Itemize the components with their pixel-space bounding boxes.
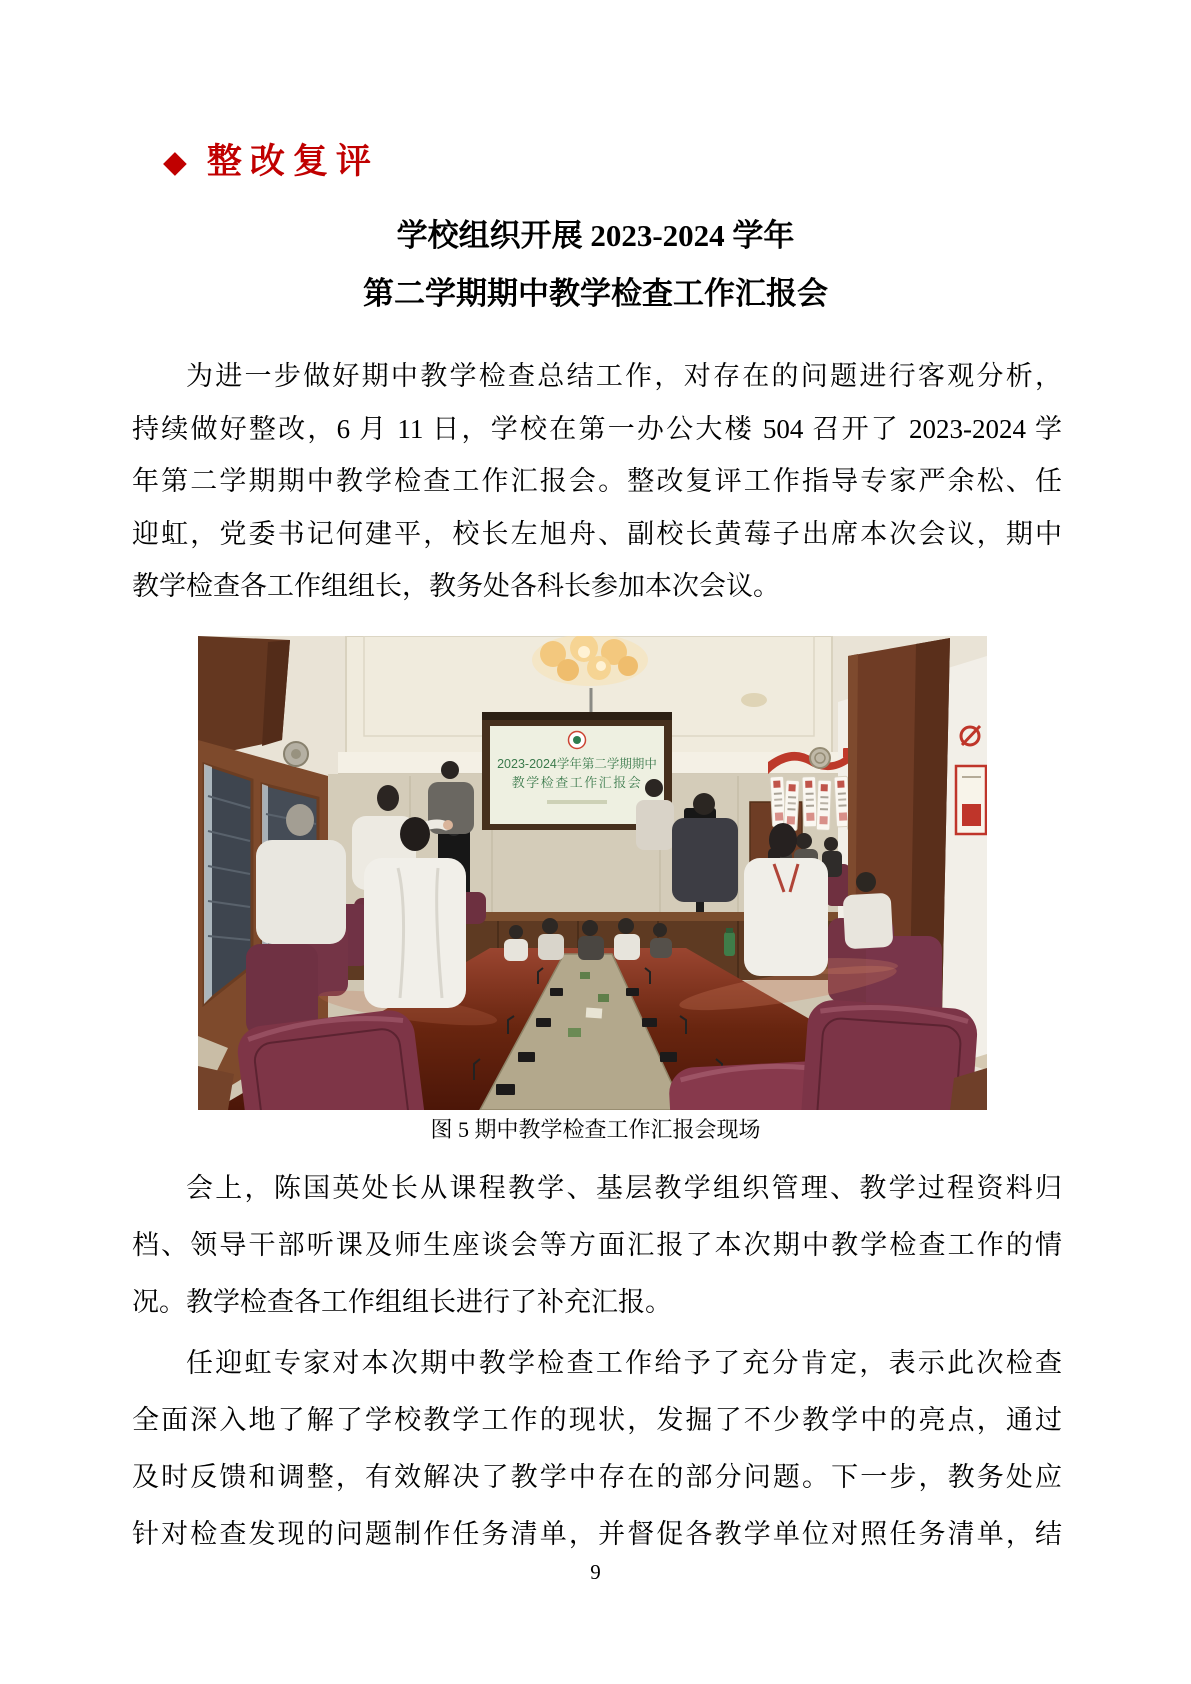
screen-title-line-1: 2023-2024学年第二学期期中 (497, 757, 657, 771)
paragraph-line: 迎虹，党委书记何建平，校长左旭舟、副校长黄莓子出席本次会议，期中 (132, 518, 1062, 549)
paragraph-line: 教学检查各工作组组长，教务处各科长参加本次会议。 (132, 571, 780, 601)
article-title-line-2: 第二学期期中教学检查工作汇报会 (363, 276, 828, 311)
paragraph-2 (132, 1160, 1062, 1331)
paragraph-line: 会上，陈国英处长从课程教学、基层教学组织管理、教学过程资料归 (186, 1173, 1062, 1203)
section-heading-text: 整改复评 (206, 142, 379, 181)
paragraph-3 (132, 1335, 1062, 1563)
paragraph-line: 年第二学期期中教学检查工作汇报会。整改复评工作指导专家严余松、任 (132, 466, 1062, 496)
paragraph-line: 及时反馈和调整，有效解决了教学中存在的部分问题。下一步，教务处应 (132, 1462, 1062, 1492)
meeting-room-photo (198, 636, 987, 1110)
paragraph-line: 任迎虹专家对本次期中教学检查工作给予了充分肯定，表示此次检查 (186, 1348, 1062, 1378)
paragraph-1 (132, 350, 1062, 613)
page-number: 9 (590, 1560, 601, 1584)
paragraph-line: 为进一步做好期中教学检查总结工作，对存在的问题进行客观分析， (186, 361, 1062, 391)
figure-caption: 图 5 期中教学检查工作汇报会现场 (430, 1117, 761, 1142)
section-heading (163, 138, 379, 186)
paragraph-line: 档、领导干部听课及师生座谈会等方面汇报了本次期中教学检查工作的情 (132, 1230, 1062, 1260)
diamond-bullet-icon: ◆ (163, 144, 187, 179)
screen-title-line-2: 教学检查工作汇报会 (511, 775, 643, 790)
paragraph-line: 全面深入地了解了学校教学工作的现状，发掘了不少教学中的亮点，通过 (132, 1405, 1062, 1435)
paragraph-line: 况。教学检查各工作组组长进行了补充汇报。 (132, 1287, 672, 1317)
paragraph-line: 持续做好整改，6 月 11 日，学校在第一办公大楼 504 召开了 2023-2024 学 (132, 413, 1062, 444)
paragraph-line: 针对检查发现的问题制作任务清单，并督促各教学单位对照任务清单，结 (132, 1519, 1062, 1549)
figure-photo (198, 636, 987, 1110)
article-title-line-1: 学校组织开展 2023-2024 学年 (396, 218, 795, 253)
